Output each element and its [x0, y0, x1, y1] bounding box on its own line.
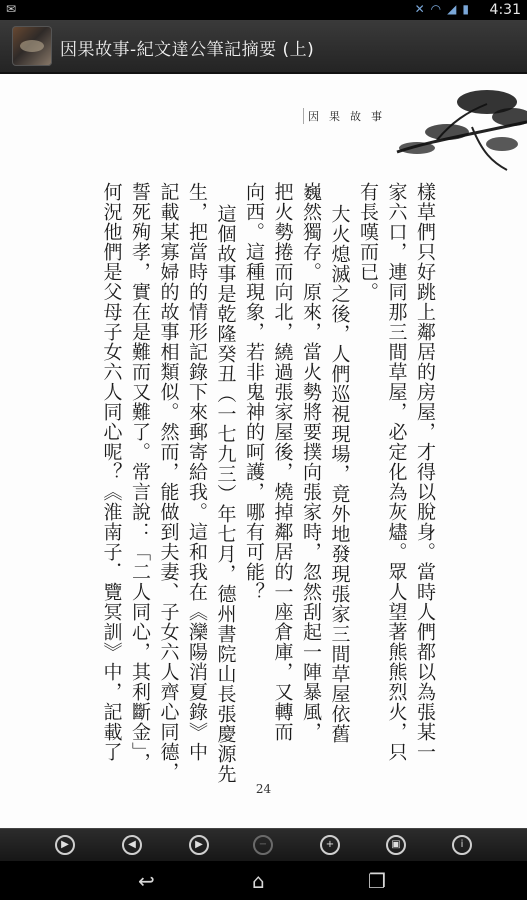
text-column: 樣草們只好跳上鄰居的房屋，才得以脫身。當時人們都以為張某一 [414, 182, 436, 762]
navigation-bar [0, 861, 527, 900]
vertical-text-block [96, 182, 436, 792]
text-column: 有長嘆而已。 [357, 182, 379, 302]
battery-icon: ▮ [462, 2, 469, 16]
text-column: 大火熄滅之後，人們巡視現場，竟外地發現張家三間草屋依舊 [328, 204, 351, 744]
status-bar [0, 0, 527, 20]
recents-button[interactable]: ❐ [368, 869, 386, 893]
page-header: 因果故事 [303, 108, 392, 124]
text-column: 誓死殉孝，實在是難而又難了。常言說：「二人同心，其利斷金」， [129, 182, 151, 773]
page-number: 24 [255, 782, 272, 796]
mute-icon: ✕ [414, 2, 425, 16]
action-bar [0, 20, 527, 74]
app-icon[interactable] [12, 26, 52, 66]
wifi-icon: ◠ [430, 2, 442, 16]
text-column: 家六口，連同那三間草屋，必定化為灰燼。眾人望著熊熊烈火，只 [385, 182, 408, 762]
book-page[interactable] [0, 74, 527, 828]
text-column: 向西。這種現象，若非鬼神的呵護，哪有可能？ [243, 182, 265, 602]
text-column: 何況他們是父母子女六人同心呢？《淮南子．覽冥訓》中，記載了 [100, 182, 123, 762]
book-title: 因果故事-紀文達公筆記摘要 (上) [60, 40, 315, 60]
back-button[interactable]: ↩ [138, 869, 155, 893]
layout-button[interactable]: ▣ [386, 835, 406, 855]
notification-icon: ✉ [6, 2, 17, 16]
text-column: 生，把當時的情形記錄下來郵寄給我。這和我在《灤陽消夏錄》中 [186, 182, 208, 762]
clock: 4:31 [489, 2, 521, 18]
next-button[interactable]: ▶ [189, 835, 209, 855]
text-column: 這個故事是乾隆癸丑（一七九三）年七月，德州書院山長張慶源先 [214, 204, 237, 784]
play-button[interactable]: ▶ [55, 835, 75, 855]
text-column: 巍然獨存。原來，當火勢將要撲向張家時，忽然刮起一陣暴風， [300, 182, 322, 742]
text-column: 記載某寡婦的故事相類似。然而，能做到夫妻、子女六人齊心同德， [157, 182, 180, 782]
status-icons [415, 2, 469, 16]
text-column: 把火勢捲而向北，繞過張家屋後，燒掉鄰居的一座倉庫，又轉而 [271, 182, 294, 742]
zoom-out-button[interactable]: − [253, 835, 273, 855]
previous-button[interactable]: ◀ [122, 835, 142, 855]
reader-toolbar [0, 828, 527, 862]
zoom-in-button[interactable]: + [320, 835, 340, 855]
pine-tree-decoration [377, 82, 527, 172]
info-button[interactable]: i [452, 835, 472, 855]
home-button[interactable]: ⌂ [252, 869, 265, 893]
signal-icon: ◢ [447, 2, 457, 16]
